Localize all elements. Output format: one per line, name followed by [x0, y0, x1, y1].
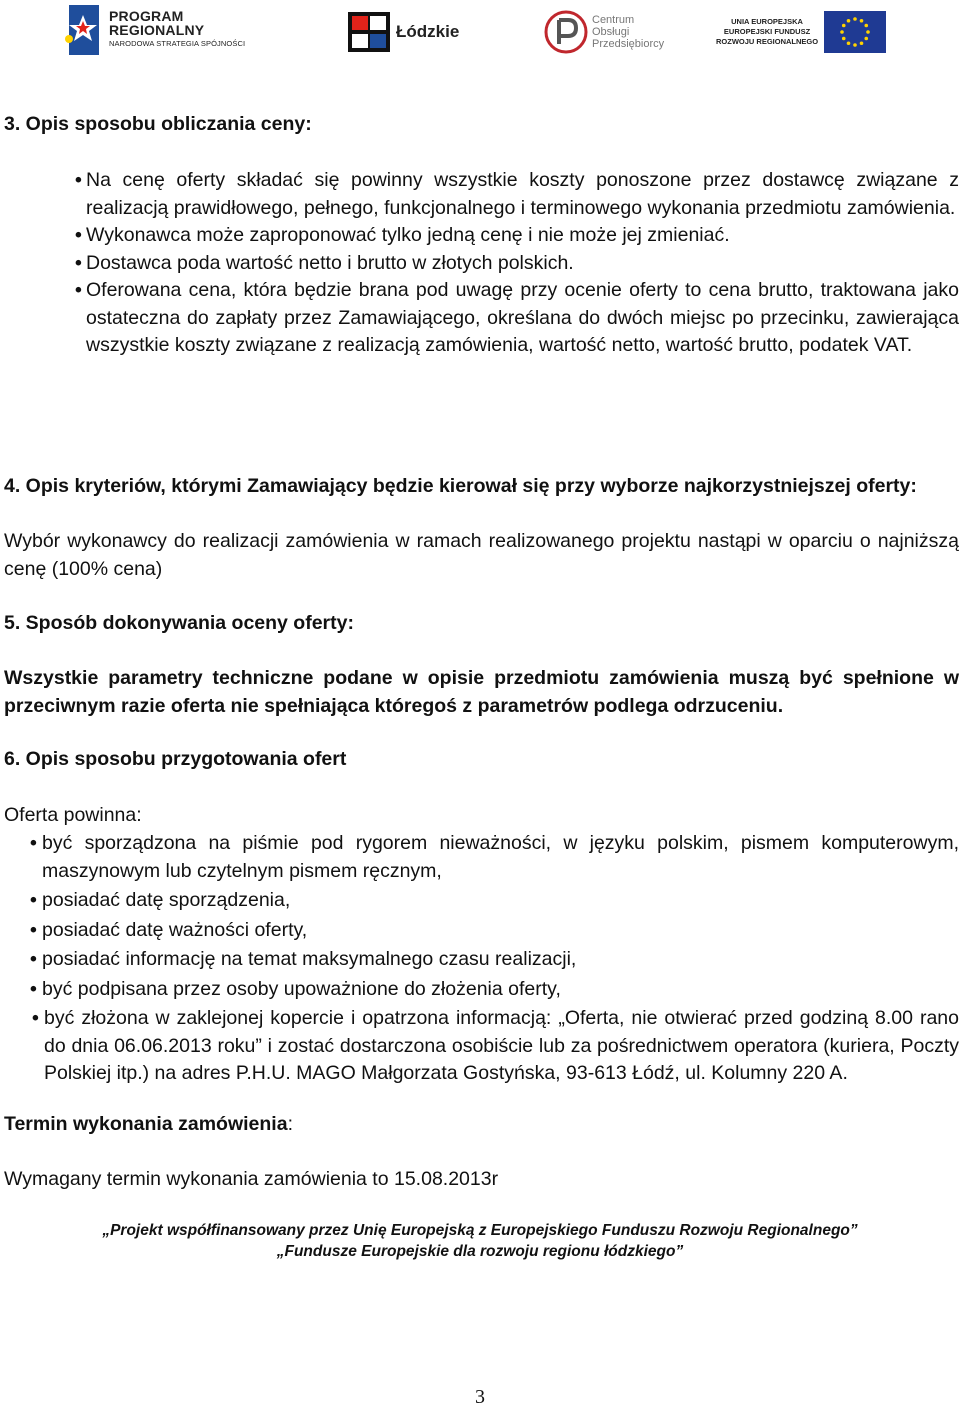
section6-bullet-5: [30, 976, 959, 1004]
bullet-dot: •: [30, 977, 37, 1000]
section5-heading: 5. Sposób dokonywania oceny oferty:: [4, 612, 354, 634]
program-line1: PROGRAM: [109, 8, 184, 24]
ue-line3: ROZWOJU REGIONALNEGO: [716, 37, 819, 46]
footer-line-1: „Projekt współfinansowany przez Unię Europejską z Europejskiego Funduszu Rozwoju Regionalnego”: [102, 1222, 858, 1239]
bullet-text: Oferowana cena, która będzie brana pod uwagę przy ocenie oferty to cena brutto, traktowana jako ostateczna do zapłaty przez Zamawiającego, określana do dwóch miejsc po przecinku, zawierająca wszystkie koszty związane z realizacją zamówienia, wartość netto, wartość brutto, podatek VAT.: [86, 279, 959, 356]
termin-heading: Termin wykonania zamówienia: [4, 1113, 288, 1135]
ue-line1: UNIA EUROPEJSKA: [731, 17, 803, 26]
lodzkie-mark-icon: [348, 12, 390, 52]
eu-star: [842, 37, 846, 41]
section6-bullet-2: [30, 887, 959, 915]
logo-bar: [0, 0, 960, 62]
bullet-text: Wykonawca może zaproponować tylko jedną cenę i nie może jej zmieniać.: [86, 224, 730, 246]
section6-bullet-6: [30, 1005, 959, 1088]
program-line2: REGIONALNY: [109, 22, 205, 38]
section3-bullet-4: [76, 277, 959, 360]
section4-text: Wybór wykonawcy do realizacji zamówienia w ramach realizowanego projektu nastąpi w oparciu o najniższą cenę (100% cena): [4, 530, 959, 580]
lodzkie-logo: [348, 12, 459, 52]
centrum-line1: Centrum: [592, 14, 635, 26]
bullet-dot: •: [30, 832, 37, 854]
eu-star: [847, 19, 851, 23]
bullet-text: być sporządzona na piśmie pod rygorem nieważności, w języku polskim, pismem komputerowym, maszynowym lub czytelnym pismem ręcznym,: [42, 832, 959, 882]
section6-heading: 6. Opis sposobu przygotowania ofert: [4, 748, 347, 770]
lodzkie-name: Łódzkie: [396, 22, 460, 41]
section3-bullets: [76, 167, 959, 360]
bullet-dot: •: [75, 251, 82, 274]
section3-bullet-1-text: [86, 167, 959, 222]
ue-line2: EUROPEJSKI FUNDUSZ: [723, 27, 811, 36]
termin-heading-line: [4, 1111, 293, 1139]
section6-bullet-4: [30, 946, 959, 974]
bullet-dot: •: [75, 169, 82, 191]
bullet-dot: •: [30, 918, 37, 941]
program-regionalny-logo: [63, 3, 245, 57]
section6-intro: Oferta powinna:: [4, 804, 142, 826]
centrum-obslugi-logo: [544, 10, 664, 54]
eu-star: [866, 30, 870, 34]
eu-star: [860, 19, 864, 23]
bullet-dot: •: [75, 224, 82, 246]
section4-heading: 4. Opis kryteriów, którymi Zamawiający będzie kierował się przy wyborze najkorzystniejszej oferty:: [4, 475, 917, 497]
centrum-line3: Przedsiębiorcy: [592, 38, 665, 50]
centrum-p-icon: [544, 10, 588, 54]
bullet-text: być podpisana przez osoby upoważnione do złożenia oferty,: [42, 977, 561, 1000]
eu-star: [842, 24, 846, 28]
eu-star: [860, 41, 864, 45]
eu-star: [853, 17, 857, 21]
bullet-dot: •: [75, 279, 82, 301]
section5-text: Wszystkie parametry techniczne podane w opisie przedmiotu zamówienia muszą być spełnione w przeciwnym razie oferta nie spełniająca któregoś z parametrów podlega odrzuceniu.: [4, 667, 959, 717]
bullet-dot: •: [32, 1007, 39, 1029]
section6-bullet-3: [30, 917, 959, 945]
centrum-line2: Obsługi: [592, 26, 630, 38]
program-star-icon: [63, 3, 103, 57]
bullet-text: posiadać datę ważności oferty,: [42, 918, 308, 941]
footer-line-2: „Fundusze Europejskie dla rozwoju regionu łódzkiego”: [276, 1243, 684, 1260]
section3-bullet-2: [76, 222, 959, 250]
eu-star: [865, 37, 869, 41]
section3-bullet-1: [76, 167, 959, 222]
bullet-text: Dostawca poda wartość netto i brutto w złotych polskich.: [86, 251, 574, 274]
bullet-text: posiadać datę sporządzenia,: [42, 889, 291, 911]
bullet-dot: •: [30, 948, 37, 970]
eu-star: [853, 43, 857, 47]
eu-star: [865, 24, 869, 28]
eu-flag-icon: [824, 11, 886, 53]
section6-bullet-1: [30, 830, 959, 885]
eu-logo: [716, 11, 886, 53]
termin-colon: :: [287, 1113, 293, 1135]
section3-heading: 3. Opis sposobu obliczania ceny:: [4, 113, 312, 135]
eu-star: [847, 41, 851, 45]
program-line3: NARODOWA STRATEGIA SPÓJNOŚCI: [109, 39, 246, 48]
eu-star: [840, 30, 844, 34]
bullet-text: posiadać informację na temat maksymalnego czasu realizacji,: [42, 948, 577, 970]
bullet-text: Na cenę oferty składać się powinny wszystkie koszty ponoszone przez dostawcę związane z realizacją prawidłowego, pełnego, funkcjonalnego i terminowego wykonania przedmiotu zamówienia.: [86, 169, 959, 219]
termin-text: Wymagany termin wykonania zamówienia to 15.08.2013r: [4, 1168, 499, 1190]
page-number: 3: [475, 1386, 485, 1408]
section3-bullet-3: [76, 250, 959, 278]
bullet-dot: •: [30, 889, 37, 911]
section6-bullets: [30, 830, 959, 1088]
bullet-text: być złożona w zaklejonej kopercie i opatrzona informacją: „Oferta, nie otwierać przed godziną 8.00 rano do dnia 06.06.2013 roku” i zostać dostarczona osobiście lub za pośrednictwem operatora (kuriera, Poczty Polskiej itp.) na adres P.H.U. MAGO Małgorzata Gostyńska, 93-613 Łódź, ul. Kolumny 220 A.: [44, 1007, 959, 1084]
